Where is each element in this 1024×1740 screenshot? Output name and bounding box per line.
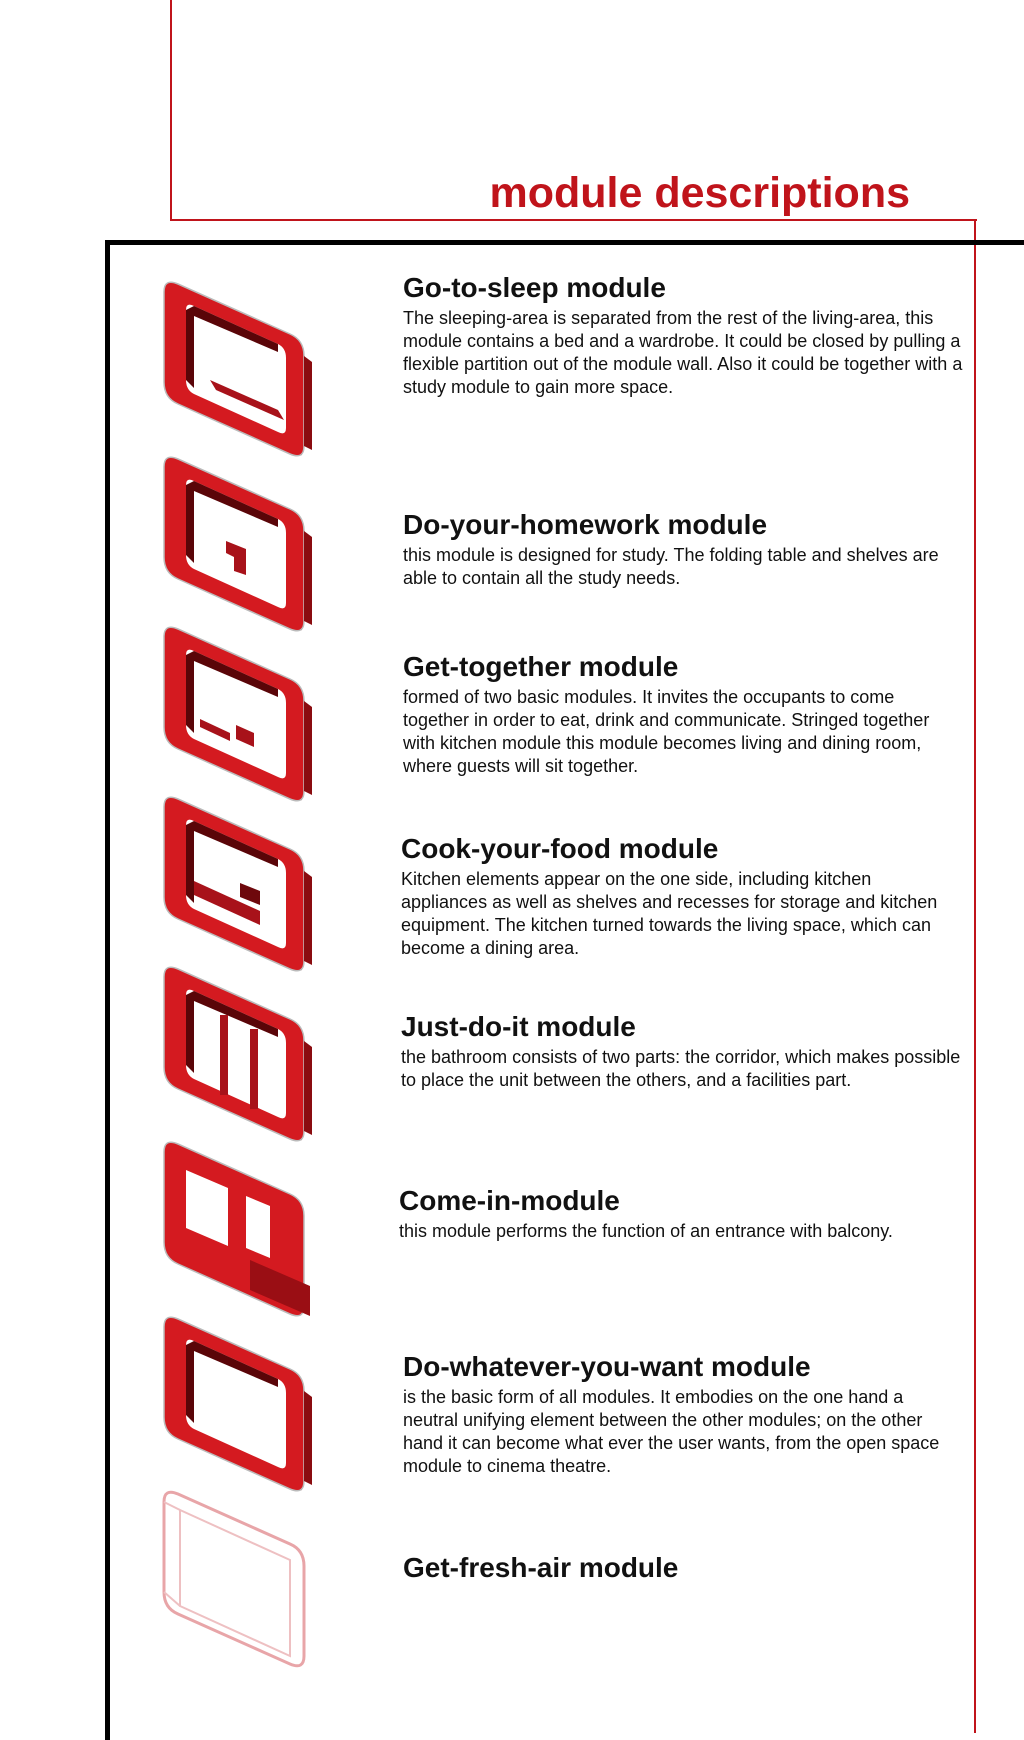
module-description: this module is designed for study. The folding table and shelves are able to contain all the study needs. <box>403 544 939 588</box>
module-heading: Go-to-sleep module <box>403 272 666 303</box>
module-section-homework <box>403 510 963 590</box>
do-whatever-module-icon <box>150 1305 330 1505</box>
module-description: formed of two basic modules. It invites the occupants to come together in order to eat, drink and communicate. Stringed together with kitchen module this module becomes living and dining room, where guests will sit together. <box>403 686 930 776</box>
fresh-air-module-icon <box>150 1480 330 1680</box>
page-title: module descriptions <box>489 169 910 217</box>
come-in-module-icon <box>150 1130 330 1330</box>
module-description: this module performs the function of an entrance with balcony. <box>399 1220 893 1241</box>
module-description: the bathroom consists of two parts: the corridor, which makes possible to place the unit between the others, and a facilities part. <box>401 1046 961 1090</box>
module-heading: Cook-your-food module <box>401 833 719 864</box>
module-section-cook <box>401 834 961 960</box>
just-do-it-module-icon <box>150 955 330 1155</box>
module-heading: Do-your-homework module <box>403 509 768 540</box>
module-section-just-do-it <box>401 1012 961 1092</box>
module-heading: Just-do-it module <box>401 1011 636 1042</box>
module-heading: Get-fresh-air module <box>403 1552 679 1583</box>
module-description: The sleeping-area is separated from the rest of the living-area, this module contains a bed and a wardrobe. It could be closed by pulling a flexible partition out of the module wall. Also it could be together with a study module to gain more space. <box>403 307 963 397</box>
module-section-sleep <box>403 273 963 399</box>
module-section-get-together <box>403 652 963 778</box>
module-heading: Come-in-module <box>399 1185 620 1216</box>
module-section-come-in <box>399 1186 959 1243</box>
module-section-do-whatever <box>403 1352 963 1478</box>
sleep-module-icon <box>150 270 330 470</box>
module-heading: Get-together module <box>403 651 679 682</box>
module-heading: Do-whatever-you-want module <box>403 1351 811 1382</box>
module-description: Kitchen elements appear on the one side, including kitchen appliances as well as shelves and recesses for storage and kitchen equipment. The kitchen turned towards the living space, which can become a dining area. <box>401 868 938 958</box>
module-section-fresh-air <box>403 1553 963 1587</box>
module-description: is the basic form of all modules. It embodies on the one hand a neutral unifying element between the other modules; on the other hand it can become what ever the user wants, from the open space module to cinema theatre. <box>403 1386 940 1476</box>
